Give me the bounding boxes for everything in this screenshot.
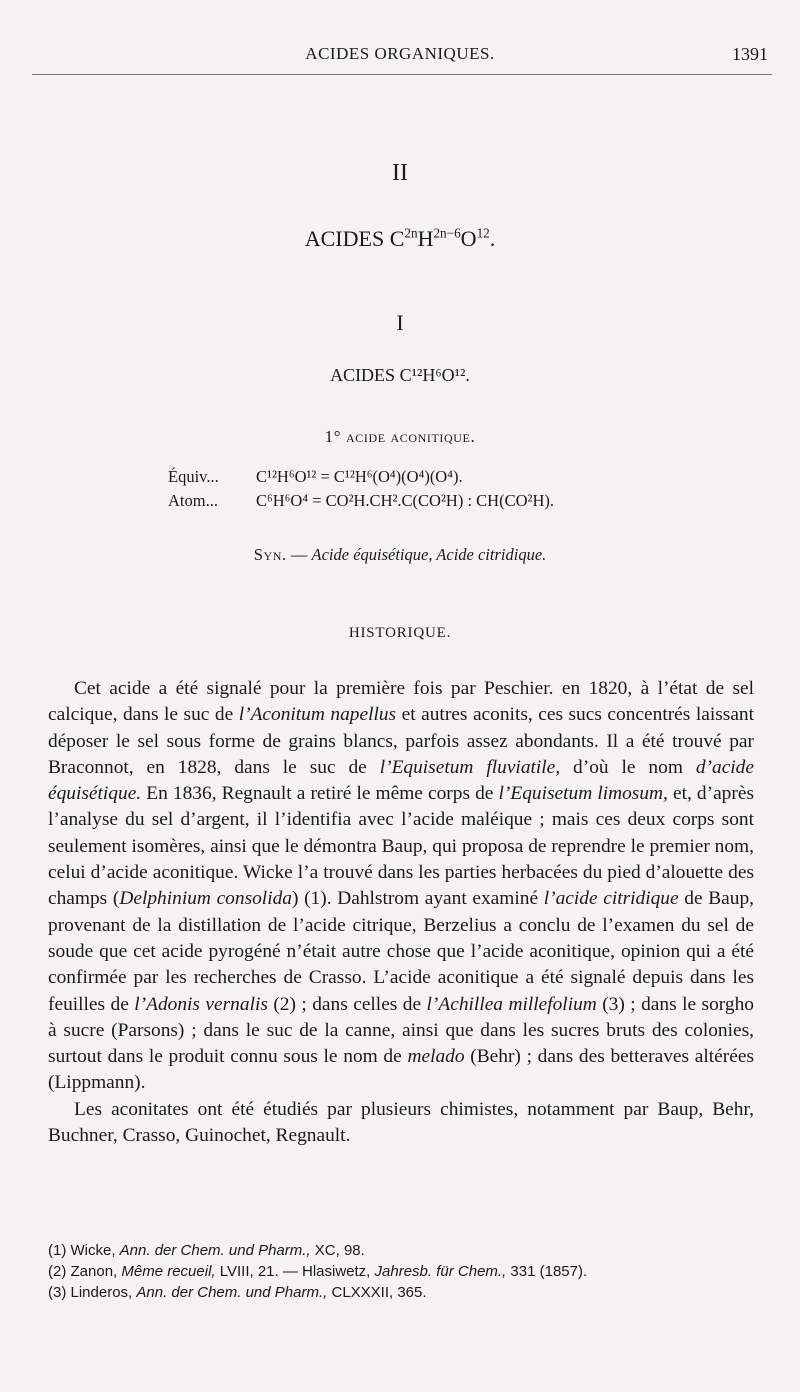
equiv-formula: C¹²H⁶O¹² = C¹²H⁶(O⁴)(O⁴)(O⁴). <box>256 467 463 486</box>
paragraph-1-run: (3) ; dans le sorgho à sucre (Parsons) ; dans le suc de la canne, ainsi que dans les sucres bruts des colonies, surtout dans le produit connu sous le nom de <box>48 993 754 1068</box>
page-number: 1391 <box>732 44 768 64</box>
paragraph-1-run: l’Achillea millefolium <box>426 993 597 1015</box>
body-text <box>48 676 754 1149</box>
paragraph-1-run: En 1836, Regnault a retiré le même corps de <box>141 783 499 805</box>
historique-heading: HISTORIQUE. <box>348 625 452 641</box>
paragraph-2: Les aconitates ont été étudiés par plusieurs chimistes, notamment par Baup, Behr, Buchner, Crasso, Guinochet, Regnault. <box>48 1098 754 1147</box>
equiv-label: Équiv... <box>168 467 219 486</box>
footnote-3 <box>48 1282 754 1303</box>
footnote-1-run: (1) Wicke, <box>48 1242 120 1259</box>
compound-title: 1° acide aconitique. <box>324 427 476 446</box>
syn-dash: — <box>286 545 312 564</box>
paragraph-1-run: ) (1). Dahlstrom ayant examiné <box>291 888 544 910</box>
atom-label: Atom... <box>168 491 218 510</box>
paragraph-1-run: de Baup, provenant de la distillation de l’acide citrique, Berzelius a conclu de l’examen du sel de soude que cet acide pyrogéné n’était autre chose que l’acide aconitique, opinion qui a été confirmée par les recherches de Crasso. L’acide aconitique a été signalé depuis dans les feuilles de <box>48 888 755 1015</box>
syn-text: Acide équisétique, Acide citridique. <box>311 545 547 564</box>
footnotes <box>48 1240 754 1303</box>
footnote-1 <box>48 1240 754 1261</box>
atom-formula: C⁶H⁶O⁴ = CO²H.CH².C(CO²H) : CH(CO²H). <box>256 491 554 510</box>
section-title-sup-1: 2n <box>404 225 418 241</box>
footnote-2-run: Même recueil, <box>121 1263 216 1280</box>
equiv-row <box>168 465 554 489</box>
header-rule <box>32 74 772 75</box>
paragraph-1-run: et autres aconits, ces sucs concentrés laissant déposer le sel sous forme de grains blancs, parfois assez abondants. Il a été trouvé par Braconnot, en 1828, dans le suc de <box>48 704 755 778</box>
section-title-prefix: ACIDES C <box>304 226 405 251</box>
footnote-2 <box>48 1261 754 1282</box>
section-title-o: O <box>460 226 477 251</box>
paragraph-1-run: l’Equisetum fluviatile, <box>379 756 561 778</box>
footnote-2-run: LVIII, 21. — Hlasiwetz, <box>215 1263 375 1280</box>
footnote-1-run: Ann. der Chem. und Pharm., <box>119 1242 311 1259</box>
paragraph-1-run: d’où le nom <box>560 756 696 778</box>
paragraph-1-run: (Behr) ; dans des betteraves altérées (Lippmann). <box>48 1046 754 1094</box>
paragraph-1-run: l’Adonis vernalis <box>134 993 268 1015</box>
footnote-3-run: CLXXXII, 365. <box>327 1284 427 1301</box>
running-head: ACIDES ORGANIQUES. <box>305 44 495 63</box>
paragraph-1-run: Cet acide a été signalé pour la première fois par Peschier. en 1820, à l’état de sel calcique, dans le suc de <box>48 678 754 726</box>
footnote-1-run: XC, 98. <box>310 1242 365 1259</box>
footnote-2-run: Jahresb. für Chem., <box>374 1263 507 1280</box>
section-numeral: II <box>392 160 408 186</box>
footnote-3-run: (3) Linderos, <box>48 1284 137 1301</box>
footnote-3-run: Ann. der Chem. und Pharm., <box>136 1284 328 1301</box>
paragraph-1 <box>48 676 754 1097</box>
paragraph-1-run: Delphinium consolida <box>119 888 292 910</box>
paragraph-1-run: l’acide citridique <box>543 888 679 910</box>
subsection-title: ACIDES C¹²H⁶O¹². <box>330 365 470 385</box>
paragraph-1-run: et, d’après l’analyse du sel d’argent, il l’identifia avec l’acide maléique ; mais ces deux corps sont seulement isomères, ainsi que le démontra Baup, qui proposa de reprendre le premier nom, celui d’acide aconitique. Wicke l’a trouvé dans les parties herbacées du pied d’alouette des champs ( <box>48 783 754 910</box>
paragraph-1-run: melado <box>407 1046 465 1068</box>
paragraph-1-run: l’Equisetum limosum, <box>498 783 668 805</box>
synonyms-line <box>0 545 800 565</box>
atom-row <box>168 489 554 513</box>
section-title-h: H <box>417 226 434 251</box>
subsection-numeral: I <box>396 310 404 335</box>
section-title-sup-3: 12 <box>476 225 490 241</box>
footnote-2-run: 331 (1857). <box>506 1263 588 1280</box>
section-title-end: . <box>489 226 496 251</box>
formula-block <box>168 465 554 513</box>
syn-label: Syn. <box>253 545 287 564</box>
paragraph-1-run: l’Aconitum napellus <box>238 704 397 726</box>
section-title <box>0 226 800 252</box>
section-title-sup-2: 2n−6 <box>433 225 461 241</box>
paragraph-1-run: (2) ; dans celles de <box>267 993 427 1015</box>
footnote-2-run: (2) Zanon, <box>48 1263 122 1280</box>
paragraph-1-run: d’acide équisétique. <box>48 756 754 805</box>
